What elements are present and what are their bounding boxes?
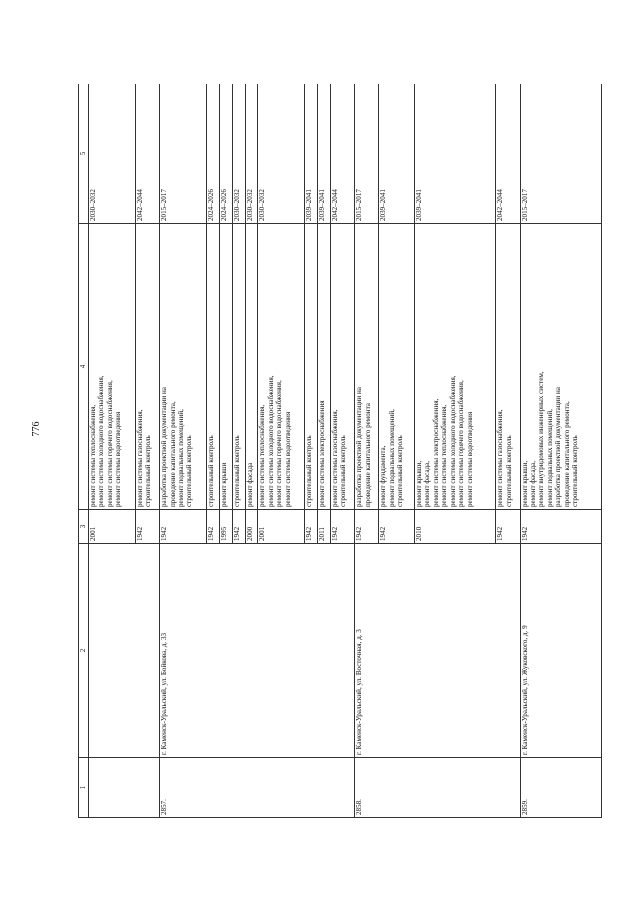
header-cell: 1	[79, 758, 89, 818]
row-number	[89, 758, 160, 818]
work-line: ремонт фасада	[245, 462, 254, 507]
work-line: ремонт системы водоотведения	[114, 411, 123, 507]
work-line: ремонт системы горячего водоснабжения,	[275, 380, 284, 507]
work-line: строительный контроль	[504, 435, 513, 507]
work-cell	[232, 224, 245, 510]
row-number: 2857.	[160, 758, 355, 818]
year-cell: 1942	[331, 510, 355, 544]
work-line: строительный контроль	[185, 435, 194, 507]
work-line: ремонт фасада,	[423, 460, 432, 507]
year-cell: 2001	[258, 510, 305, 544]
work-cell	[305, 224, 318, 510]
work-line: строительный контроль	[144, 435, 153, 507]
table-row	[160, 84, 207, 818]
period-cell: 2015–2017	[520, 84, 601, 224]
work-line: ремонт системы горячего водоснабжения,	[105, 380, 114, 507]
work-line: строительный контроль	[305, 435, 314, 507]
address-cell: г. Каменск-Уральский, ул. Бойкова, д. 33	[160, 544, 355, 758]
work-line: ремонт фасада,	[529, 460, 537, 507]
year-cell: 1942	[520, 510, 601, 544]
address-cell	[89, 544, 160, 758]
work-line: ремонт фундамента,	[379, 445, 388, 507]
address-cell: г. Каменск-Уральский, ул. Жуковского, д. 9	[520, 544, 601, 758]
work-cell	[220, 224, 233, 510]
address-cell: г. Каменск-Уральский, ул. Восточная, д. 3	[355, 544, 520, 758]
table-row	[89, 84, 136, 818]
work-line: ремонт крыши,	[520, 460, 529, 507]
work-cell	[136, 224, 160, 510]
work-line: ремонт крыши,	[415, 460, 424, 507]
work-line: ремонт подвальных помещений,	[177, 409, 186, 507]
period-cell: 2024–2026	[220, 84, 233, 224]
work-cell	[331, 224, 355, 510]
period-cell: 2042–2044	[136, 84, 160, 224]
work-line: ремонт системы теплоснабжения,	[440, 404, 449, 507]
year-cell: 2000	[245, 510, 258, 544]
row-number: 2859.	[520, 758, 601, 818]
work-cell	[89, 224, 136, 510]
work-line: проведение капитального ремонта,	[168, 401, 177, 507]
period-cell: 2039–2041	[318, 84, 331, 224]
work-line: строительный контроль	[232, 435, 241, 507]
work-cell	[245, 224, 258, 510]
work-cell	[355, 224, 379, 510]
year-cell: 2001	[89, 510, 136, 544]
work-line: ремонт системы газоснабжения,	[496, 409, 505, 507]
table-row	[520, 84, 601, 818]
work-line: ремонт системы водоотведения	[283, 411, 292, 507]
header-cell: 5	[79, 84, 89, 224]
header-row	[79, 84, 89, 818]
period-cell: 2024–2026	[207, 84, 220, 224]
page-number: 776	[31, 421, 42, 437]
work-line: строительный контроль	[339, 435, 348, 507]
work-line: ремонт системы горячего водоснабжения,	[457, 380, 466, 507]
work-cell	[160, 224, 207, 510]
year-cell: 1942	[496, 510, 520, 544]
table-body	[89, 84, 602, 818]
work-line: проведение капитального ремонта,	[562, 401, 571, 507]
work-line: ремонт системы газоснабжения,	[331, 409, 340, 507]
work-line: ремонт системы холодного водоснабжения,	[266, 375, 275, 507]
work-cell	[318, 224, 331, 510]
period-cell: 2030–2032	[232, 84, 245, 224]
period-cell: 2042–2044	[331, 84, 355, 224]
work-line: строительный контроль	[207, 435, 216, 507]
year-cell: 1942	[379, 510, 415, 544]
work-line: проведение капитального ремонта	[363, 403, 372, 507]
period-cell: 2039–2041	[415, 84, 496, 224]
work-line: строительный контроль	[571, 435, 580, 507]
work-line: ремонт системы водоотведения	[465, 411, 474, 507]
year-cell: 1942	[160, 510, 207, 544]
year-cell: 1942	[136, 510, 160, 544]
work-line: ремонт подвальных помещений,	[387, 409, 396, 507]
period-cell: 2015–2017	[355, 84, 379, 224]
work-cell	[496, 224, 520, 510]
period-cell: 2039–2041	[305, 84, 318, 224]
work-cell	[415, 224, 496, 510]
work-line: ремонт подвальных помещений,	[545, 409, 554, 507]
work-cell	[207, 224, 220, 510]
year-cell: 1942	[232, 510, 245, 544]
period-cell: 2030–2032	[89, 84, 136, 224]
work-line: ремонт системы холодного водоснабжения,	[97, 375, 106, 507]
work-line: разработка проектной документации на	[355, 387, 364, 507]
work-line: ремонт крыши	[220, 462, 229, 507]
header-cell: 4	[79, 224, 89, 510]
work-line: ремонт системы теплоснабжения,	[258, 404, 267, 507]
header-cell: 3	[79, 510, 89, 544]
work-cell	[379, 224, 415, 510]
work-cell	[520, 224, 601, 510]
work-line: строительный контроль	[396, 435, 405, 507]
work-line: ремонт системы теплоснабжения,	[89, 404, 97, 507]
work-line: разработка проектной документации на	[554, 387, 563, 507]
year-cell: 1942	[207, 510, 220, 544]
period-cell: 2042–2044	[496, 84, 520, 224]
repair-schedule-table	[78, 84, 602, 818]
year-cell: 1995	[220, 510, 233, 544]
year-cell: 1942	[355, 510, 379, 544]
work-line: ремонт внутридомовых инженерных систем,	[537, 371, 546, 507]
period-cell: 2015–2017	[160, 84, 207, 224]
work-line: ремонт системы холодного водоснабжения,	[448, 375, 457, 507]
table-row	[355, 84, 379, 818]
row-number: 2858.	[355, 758, 520, 818]
work-line: ремонт системы электроснабжения	[318, 400, 327, 507]
period-cell: 2030–2032	[245, 84, 258, 224]
work-cell	[258, 224, 305, 510]
work-line: ремонт системы газоснабжения,	[136, 409, 145, 507]
period-cell: 2030–2032	[258, 84, 305, 224]
table-container	[78, 84, 602, 818]
year-cell: 2011	[318, 510, 331, 544]
year-cell: 2010	[415, 510, 496, 544]
work-line: разработка проектной документации на	[160, 387, 169, 507]
header-cell: 2	[79, 544, 89, 758]
period-cell: 2039–2041	[379, 84, 415, 224]
year-cell: 1942	[305, 510, 318, 544]
work-line: ремонт системы электроснабжения,	[431, 398, 440, 507]
